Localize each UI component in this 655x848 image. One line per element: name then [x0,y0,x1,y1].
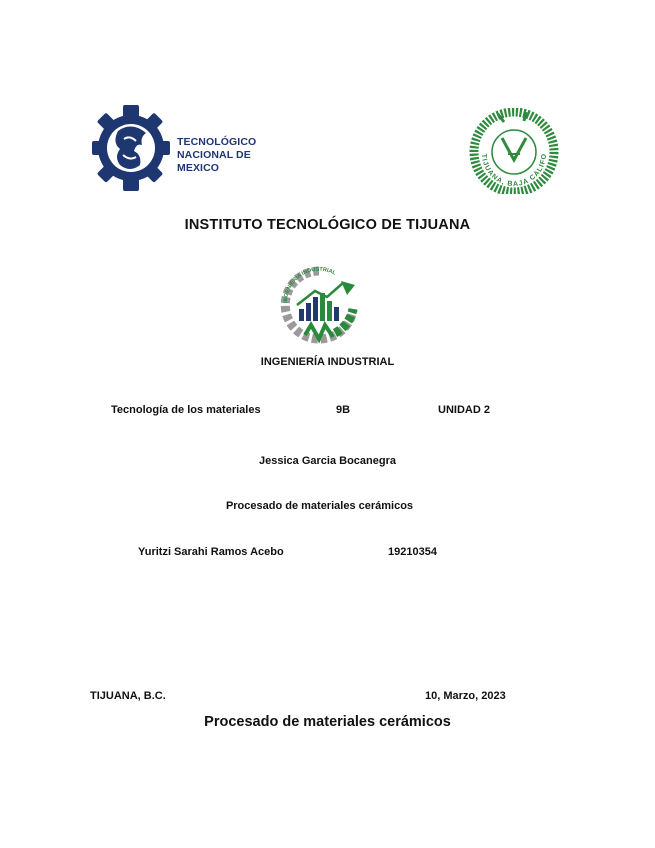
tecnm-line2: NACIONAL DE MEXICO [177,149,251,174]
tecnm-wordmark [177,136,270,175]
city-label: TIJUANA, B.C. [90,690,166,702]
student-id: 19210354 [388,546,437,558]
student-name: Yuritzi Sarahi Ramos Acebo [138,546,284,558]
industrial-arc-text: INGENIERÍA INDUSTRIAL [282,266,337,304]
itt-seal-icon [468,108,560,194]
tecnm-gear-icon [90,103,176,193]
career-name: INGENIERÍA INDUSTRIAL [260,356,395,368]
group-name: 9B [336,404,351,416]
subject-name: Tecnología de los materiales [111,404,261,416]
topic-title: Procesado de materiales cerámicos [225,500,414,512]
institute-title: INSTITUTO TECNOLÓGICO DE TIJUANA [184,217,471,233]
date-label: 10, Marzo, 2023 [425,690,506,702]
tecnm-line1: TECNOLÓGICO [177,136,257,148]
tecnm-logo [90,103,270,193]
itt-arc-text: TIJUANA, BAJA CALIFO [479,152,549,189]
industrial-gear-chart-icon [275,263,363,347]
unit-label: UNIDAD 2 [438,404,490,416]
industrial-engineering-logo [275,263,363,347]
teacher-name: Jessica Garcia Bocanegra [259,455,396,467]
body-heading: Procesado de materiales cerámicos [204,714,451,730]
itt-logo [468,108,560,194]
svg-text:INGENIERÍA INDUSTRIAL [283,267,337,303]
